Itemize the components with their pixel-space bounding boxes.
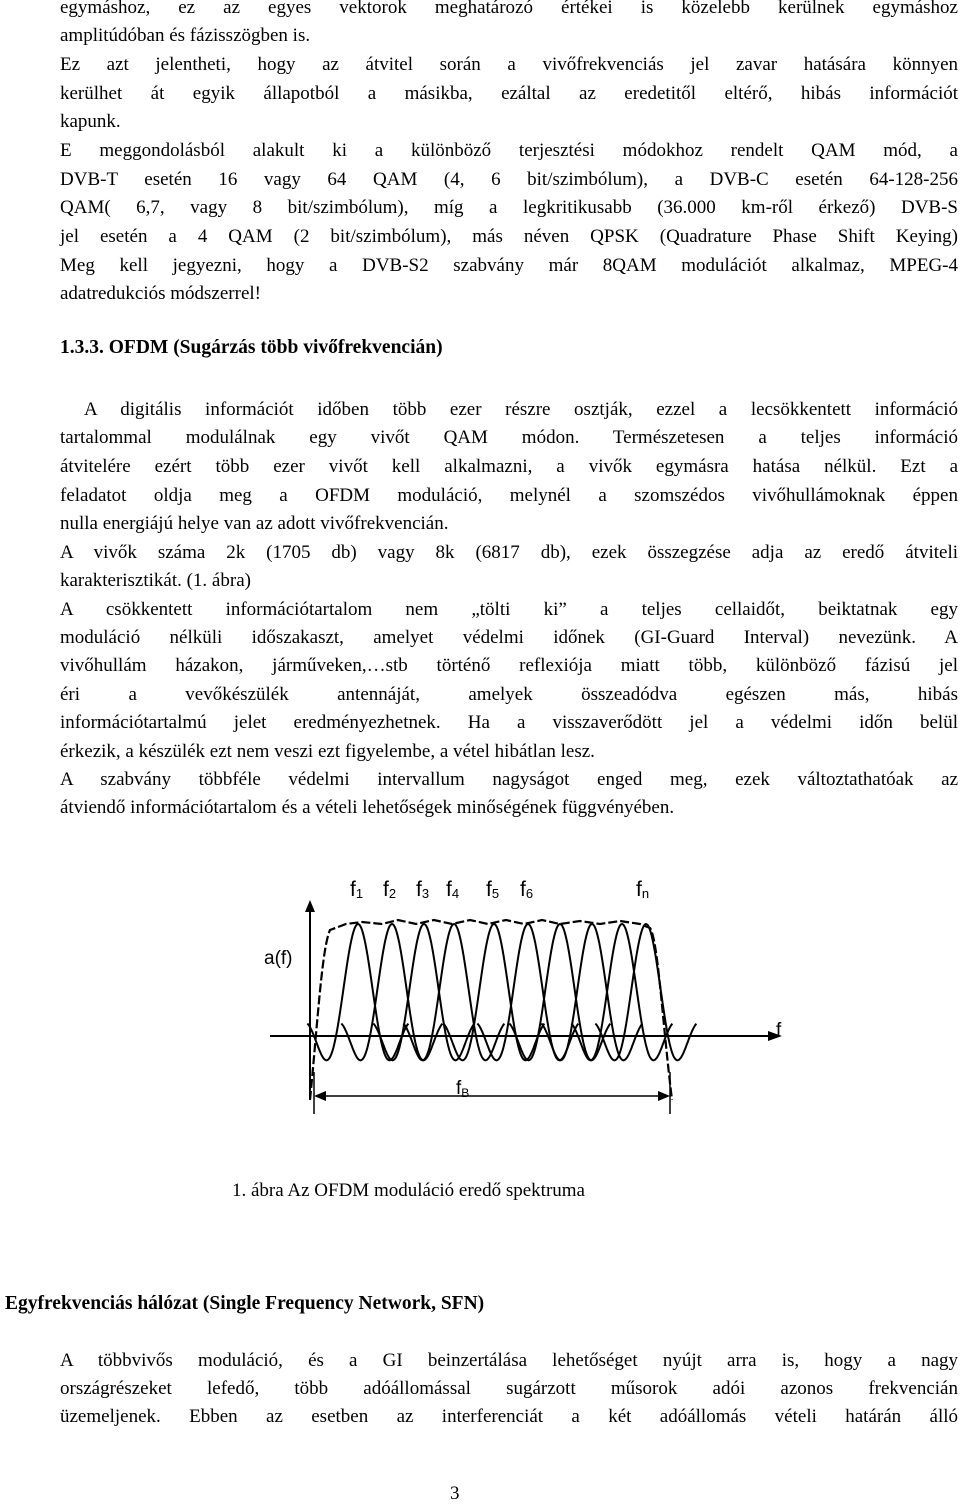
section-heading: 1.3.3. OFDM (Sugárzás több vivőfrekvencián) (60, 337, 443, 358)
carrier-lobe-1 (307, 924, 408, 1060)
figure-caption: 1. ábra Az OFDM moduláció eredő spektruma (232, 1180, 585, 1201)
text-line: E meggondolásból alakult ki a különböző terjesztési módokhoz rendelt QAM mód, a (60, 140, 958, 161)
text-line: információtartalmú jelet eredményezhetnek. Ha a visszaverődött jel a védelmi időn belül (60, 712, 958, 733)
sfn-heading: Egyfrekvenciás hálózat (Single Frequency Network, SFN) (5, 1293, 485, 1314)
envelope-curve (310, 920, 672, 1100)
text-line: A többvivős moduláció, és a GI beinzertálása lehetőséget nyújt arra is, hogy a nagy (60, 1350, 958, 1371)
x-axis-label: f (776, 1020, 782, 1041)
carrier-curves (307, 924, 696, 1060)
carrier-lobe-9 (571, 924, 672, 1060)
carrier-lobe-4 (403, 924, 504, 1060)
y-axis-arrow (305, 900, 315, 912)
carrier-label-f1: f1 (350, 878, 364, 901)
text-line: karakterisztikát. (1. ábra) (60, 570, 251, 591)
carrier-lobe-8 (541, 924, 642, 1060)
text-line: érkezik, a készülék ezt nem veszi ezt figyelembe, a vétel hibátlan lesz. (60, 741, 595, 762)
text-line: vivőhullám házakon, járműveken,…stb történő reflexiója miatt több, különböző fázisú jel (60, 655, 958, 676)
text-line: országrészeket lefedő, több adóállomással sugárzott műsorok adói azonos frekvencián (60, 1378, 958, 1399)
carrier-lobe-5 (443, 924, 544, 1060)
carrier-label-f6: f6 (520, 878, 534, 901)
text-line: amplitúdóban és fázisszögben is. (60, 25, 311, 46)
text-line: jel esetén a 4 QAM (2 bit/szimbólum), más néven QPSK (Quadrature Phase Shift Keying) (60, 226, 958, 247)
carrier-label-f2: f2 (383, 878, 397, 901)
carrier-label-fn: fn (636, 878, 650, 901)
text-line: kapunk. (60, 111, 121, 132)
text-line: Ez azt jelentheti, hogy az átvitel során a vivőfrekvenciás jel zavar hatására könnyen (60, 54, 958, 75)
y-axis-label: a(f) (264, 948, 293, 969)
text-line: A csökkentett információtartalom nem „tölti ki” a teljes cellaidőt, beiktatnak egy (60, 599, 958, 620)
text-line: kerülhet át egyik állapotból a másikba, ezáltal az eredetitől eltérő, hibás információt (60, 83, 958, 104)
carrier-label-f3: f3 (416, 878, 430, 901)
bandwidth-arrow-left (314, 1091, 326, 1101)
carrier-lobe-6 (477, 924, 578, 1060)
text-line: átviendő információtartalom és a vételi lehetőségek minőségének függvényében. (60, 797, 675, 818)
carrier-lobe-2 (341, 924, 442, 1060)
text-line: üzemeljenek. Ebben az esetben az interferenciát a két adóállomás vételi határán álló (60, 1406, 958, 1427)
carrier-lobe-3 (373, 924, 474, 1060)
text-line: nulla energiájú helye van az adott vivőfrekvencián. (60, 513, 449, 534)
bandwidth-label: fB (456, 1078, 470, 1100)
text-line: Meg kell jegyezni, hogy a DVB-S2 szabvány már 8QAM modulációt alkalmaz, MPEG-4 (60, 255, 958, 276)
text-line: átvitelére ezért több ezer vivőt kell alkalmazni, a vivők egymásra hatása nélkül. Ezt a (60, 456, 958, 477)
text-line: egymáshoz, ez az egyes vektorok meghatározó értékei is közelebb kerülnek egymáshoz (60, 0, 958, 18)
carrier-lobe-10 (595, 924, 696, 1060)
text-line: QAM( 6,7, vagy 8 bit/szimbólum), míg a legkritikusabb (36.000 km-ről érkező) DVB-S (60, 197, 958, 218)
ofdm-spectrum-figure (230, 868, 830, 1123)
carrier-label-f5: f5 (486, 878, 500, 901)
text-line: DVB-T esetén 16 vagy 64 QAM (4, 6 bit/szimbólum), a DVB-C esetén 64-128-256 (60, 169, 958, 190)
text-line: éri a vevőkészülék antennáját, amelyek összeadódva egészen más, hibás (60, 684, 958, 705)
text-line: A vivők száma 2k (1705 db) vagy 8k (6817 db), ezek összegzése adja az eredő átviteli (60, 542, 958, 563)
page-number: 3 (450, 1483, 460, 1504)
text-line: moduláció nélküli időszakaszt, amelyet védelmi időnek (GI-Guard Interval) nevezünk. A (60, 627, 958, 648)
text-line: A szabvány többféle védelmi intervallum nagyságot enged meg, ezek változtathatóak az (60, 769, 958, 790)
text-line: A digitális információt időben több ezer részre osztják, ezzel a lecsökkentett információ (84, 399, 958, 420)
text-line: adatredukciós módszerrel! (60, 283, 261, 304)
text-line: feladatot oldja meg a OFDM moduláció, melynél a szomszédos vivőhullámoknak éppen (60, 485, 958, 506)
carrier-label-f4: f4 (446, 878, 460, 901)
carrier-lobe-7 (509, 924, 610, 1060)
bandwidth-arrow-right (658, 1091, 670, 1101)
text-line: tartalommal modulálnak egy vivőt QAM módon. Természetesen a teljes információ (60, 427, 958, 448)
